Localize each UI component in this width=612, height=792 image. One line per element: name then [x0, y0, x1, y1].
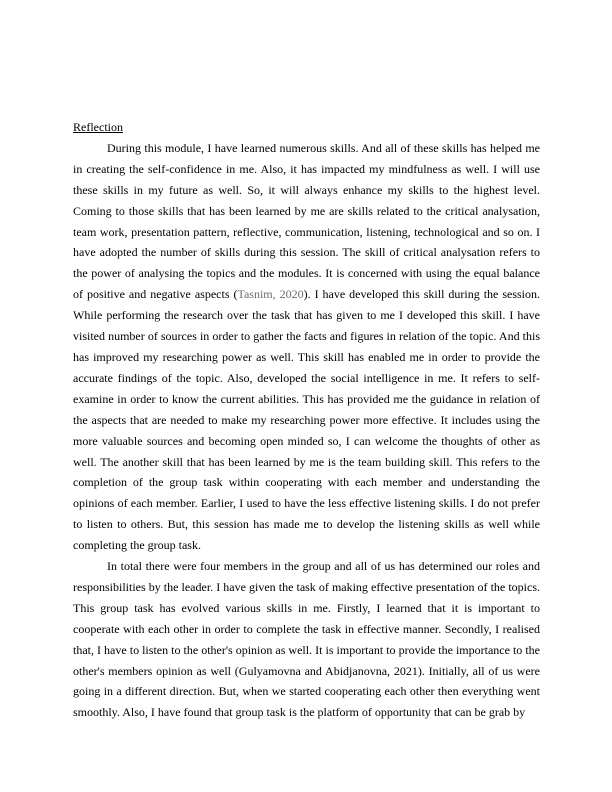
section-heading: Reflection: [73, 120, 123, 134]
paragraph-2: In total there were four members in the group and all of us has determined our roles and responsibilities by the leader. I have given the task of making effective presentation of the topics. This group task has evolved various skills in me. Firstly, I learned that it is important to cooperate with each other in order to complete the task in effective manner. Secondly, I realised that, I have to listen to the other's opinion as well. It is important to provide the importance to the other's members opinion as well (Gulyamovna and Abidjanovna, 2021). Initially, all of us were going in a different direction. But, when we started cooperating each other then everything went smoothly. Also, I have found that group task is the platform of opportunity that can be grab by: [73, 559, 540, 720]
document-body: [73, 117, 540, 723]
paragraph-1-text-end: ). I have developed this skill during the session. While performing the research over the task that has given to me I developed this skill. I have visited number of sources in order to gather the facts and figures in relation of the topic. And this has improved my researching power as well. This skill has enabled me in order to provide the accurate findings of the topic. Also, developed the social intelligence in me. It refers to self-examine in order to know the current abilities. This has provided me the guidance in relation of the aspects that are needed to make my researching power more effective. It includes using the more valuable sources and becoming open minded so, I can welcome the thoughts of other as well. The another skill that has been learned by me is the team building skill. This refers to the completion of the group task within cooperating with each member and understanding the opinions of each member. Earlier, I used to have the less effective listening skills. I do not prefer to listen to others. But, this session has made me to develop the listening skills as well while completing the group task.: [73, 287, 540, 553]
citation-tasnim-2020: Tasnim, 2020: [237, 287, 304, 302]
paragraph-1: [73, 138, 540, 556]
paragraph-1-text-start: During this module, I have learned numerous skills. And all of these skills has helped me in creating the self-confidence in me. Also, it has impacted my mindfulness as well. I will use these skills in my future as well. So, it will always enhance my skills to the highest level. Coming to those skills that has been learned by me are skills related to the critical analysation, team work, presentation pattern, reflective, communication, listening, technological and so on. I have adopted the number of skills during this session. The skill of critical analysation refers to the power of analysing the topics and the modules. It is concerned with using the equal balance of positive and negative aspects (: [73, 140, 540, 302]
